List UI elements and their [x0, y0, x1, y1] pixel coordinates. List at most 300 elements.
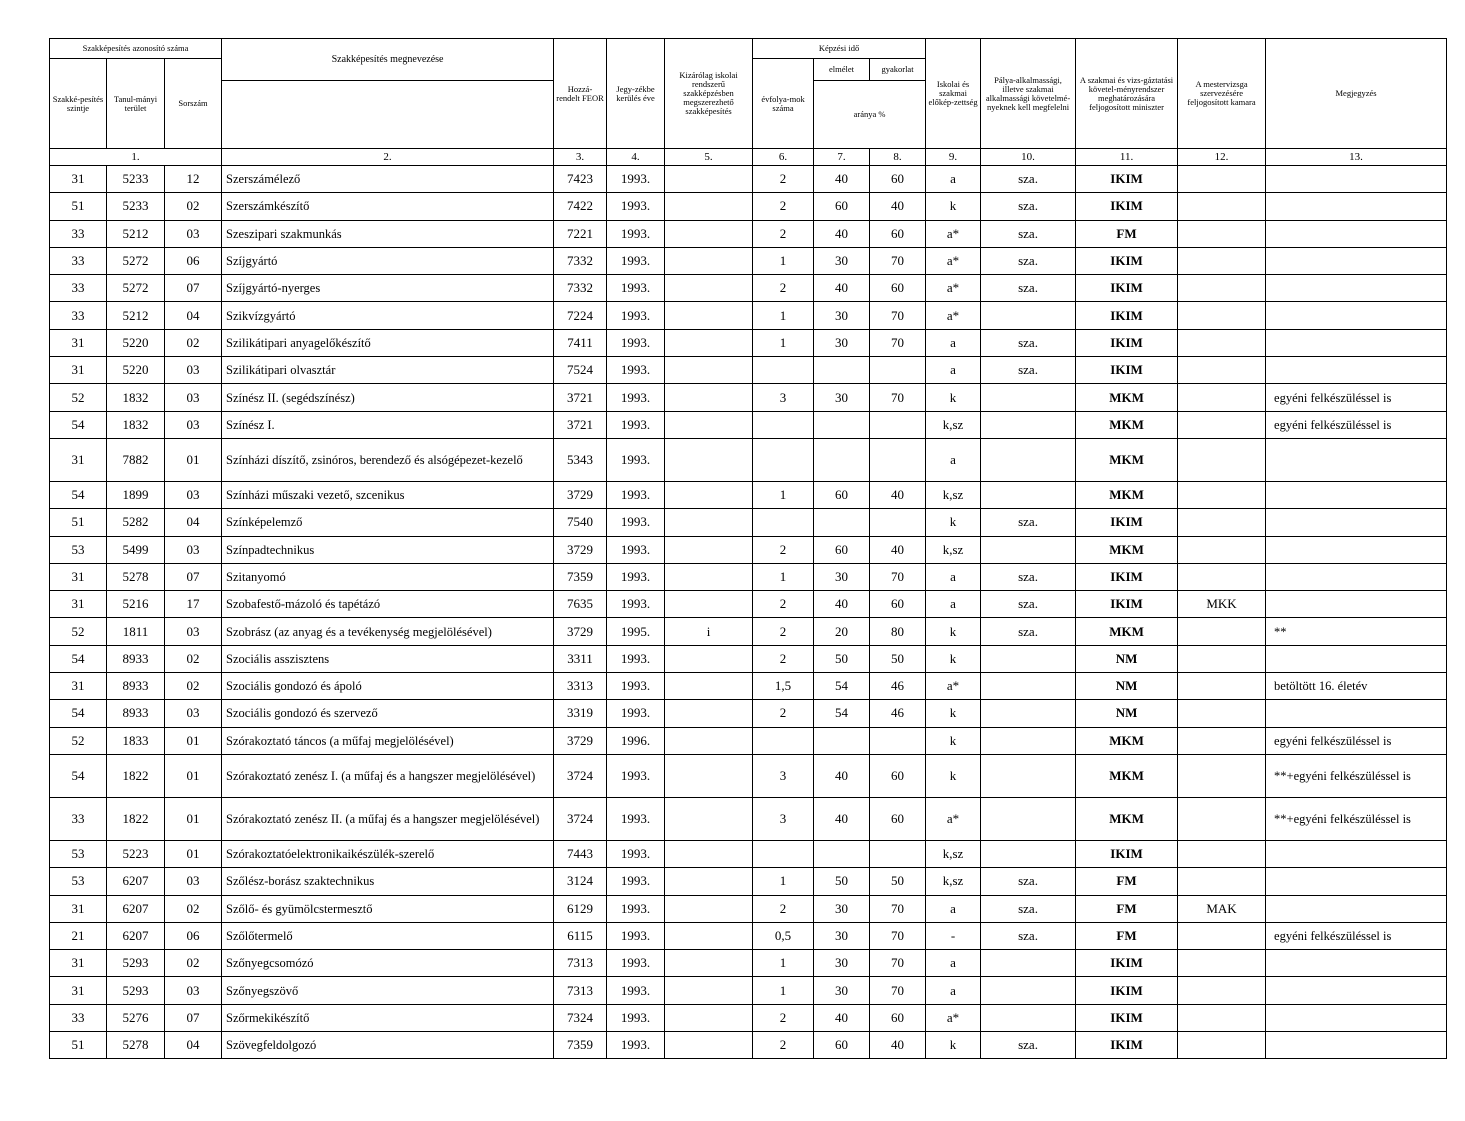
col-number-4: 4.: [607, 149, 665, 166]
cell-megjegyzes: [1266, 438, 1447, 481]
cell-gyakorlat: 70: [870, 950, 926, 977]
cell-elmelet: 40: [814, 1004, 870, 1031]
cell-palya: sza.: [981, 618, 1076, 645]
cell-palya: [981, 384, 1076, 411]
cell-evfolyamok: 1: [753, 868, 814, 895]
cell-palya: [981, 797, 1076, 840]
cell-megnevezes: Szíjgyártó: [222, 247, 554, 274]
cell-palya: sza.: [981, 247, 1076, 274]
cell-megnevezes: Szőlőtermelő: [222, 922, 554, 949]
cell-megnevezes: Szíjgyártó-nyerges: [222, 275, 554, 302]
cell-iskolai: a: [926, 329, 981, 356]
cell-megnevezes: Szőlő- és gyümölcstermesztő: [222, 895, 554, 922]
cell-megnevezes: Szociális gondozó és szervező: [222, 700, 554, 727]
cell-tanulmanyi: 1833: [107, 727, 165, 754]
cell-gyakorlat: 50: [870, 645, 926, 672]
cell-tanulmanyi: 5499: [107, 536, 165, 563]
cell-iskolai: k: [926, 645, 981, 672]
cell-evfolyamok: 2: [753, 220, 814, 247]
cell-elmelet: 40: [814, 166, 870, 193]
cell-feor: 7423: [554, 166, 607, 193]
cell-kizarolag: [665, 357, 753, 384]
cell-elmelet: 40: [814, 275, 870, 302]
cell-feor: 7540: [554, 509, 607, 536]
header-aranya: aránya %: [814, 81, 926, 149]
cell-tanulmanyi: 5216: [107, 591, 165, 618]
cell-megnevezes: Szilikátipari olvasztár: [222, 357, 554, 384]
table-row: [50, 895, 1447, 922]
cell-sorszam: 02: [165, 193, 222, 220]
cell-evfolyamok: [753, 727, 814, 754]
cell-sorszam: 03: [165, 411, 222, 438]
cell-gyakorlat: 46: [870, 700, 926, 727]
cell-jegyzek: 1993.: [607, 922, 665, 949]
cell-sorszam: 03: [165, 357, 222, 384]
cell-kamara: [1178, 840, 1266, 867]
cell-megjegyzes: [1266, 700, 1447, 727]
cell-miniszter: MKM: [1076, 754, 1178, 797]
cell-kamara: [1178, 509, 1266, 536]
cell-feor: 7524: [554, 357, 607, 384]
cell-kamara: [1178, 1004, 1266, 1031]
cell-jegyzek: 1993.: [607, 247, 665, 274]
cell-megnevezes: Szerszámélező: [222, 166, 554, 193]
col-number-6: 6.: [753, 149, 814, 166]
cell-iskolai: a*: [926, 1004, 981, 1031]
cell-kizarolag: [665, 509, 753, 536]
cell-jegyzek: 1993.: [607, 329, 665, 356]
cell-iskolai: k: [926, 193, 981, 220]
cell-kamara: [1178, 193, 1266, 220]
cell-jegyzek: 1993.: [607, 302, 665, 329]
table-row: [50, 481, 1447, 508]
cell-jegyzek: 1993.: [607, 1032, 665, 1059]
cell-evfolyamok: 2: [753, 591, 814, 618]
cell-kizarolag: [665, 329, 753, 356]
header-tanulmanyi: Tanul-mányi terület: [107, 59, 165, 149]
table-row: [50, 591, 1447, 618]
cell-palya: sza.: [981, 329, 1076, 356]
cell-jegyzek: 1993.: [607, 700, 665, 727]
cell-evfolyamok: 1: [753, 329, 814, 356]
cell-iskolai: a*: [926, 247, 981, 274]
cell-iskolai: a: [926, 357, 981, 384]
cell-miniszter: NM: [1076, 645, 1178, 672]
table-row: [50, 797, 1447, 840]
cell-megnevezes: Szórakoztatóelektronikaikészülék-szerelő: [222, 840, 554, 867]
cell-iskolai: a: [926, 563, 981, 590]
cell-elmelet: [814, 357, 870, 384]
cell-feor: 3729: [554, 727, 607, 754]
cell-evfolyamok: 1: [753, 247, 814, 274]
cell-kamara: [1178, 977, 1266, 1004]
cell-miniszter: MKM: [1076, 481, 1178, 508]
cell-kizarolag: [665, 950, 753, 977]
cell-megnevezes: Színpadtechnikus: [222, 536, 554, 563]
cell-szint: 21: [50, 922, 107, 949]
cell-feor: 3724: [554, 754, 607, 797]
cell-megjegyzes: [1266, 536, 1447, 563]
header-kamara: A mestervizsga szervezésére feljogosított kamara: [1178, 39, 1266, 149]
cell-elmelet: 30: [814, 329, 870, 356]
cell-kizarolag: [665, 754, 753, 797]
cell-elmelet: 50: [814, 868, 870, 895]
cell-miniszter: IKIM: [1076, 509, 1178, 536]
cell-miniszter: MKM: [1076, 727, 1178, 754]
cell-kamara: [1178, 166, 1266, 193]
cell-jegyzek: 1993.: [607, 977, 665, 1004]
cell-evfolyamok: 1: [753, 302, 814, 329]
cell-jegyzek: 1993.: [607, 509, 665, 536]
cell-szint: 52: [50, 618, 107, 645]
cell-miniszter: MKM: [1076, 797, 1178, 840]
col-number-2: 2.: [222, 149, 554, 166]
cell-palya: [981, 977, 1076, 1004]
cell-megjegyzes: [1266, 481, 1447, 508]
cell-gyakorlat: 60: [870, 275, 926, 302]
cell-iskolai: k: [926, 700, 981, 727]
cell-szint: 33: [50, 220, 107, 247]
col-number-9: 9.: [926, 149, 981, 166]
cell-feor: 3729: [554, 618, 607, 645]
cell-gyakorlat: 46: [870, 673, 926, 700]
cell-miniszter: FM: [1076, 220, 1178, 247]
cell-feor: 7332: [554, 275, 607, 302]
cell-elmelet: [814, 411, 870, 438]
col-number-7: 7.: [814, 149, 870, 166]
cell-kizarolag: [665, 166, 753, 193]
cell-sorszam: 03: [165, 700, 222, 727]
cell-gyakorlat: 60: [870, 591, 926, 618]
header-elmelet: elmélet: [814, 59, 870, 81]
cell-feor: 6115: [554, 922, 607, 949]
cell-jegyzek: 1993.: [607, 438, 665, 481]
cell-megnevezes: Szitanyomó: [222, 563, 554, 590]
cell-kamara: [1178, 727, 1266, 754]
cell-jegyzek: 1993.: [607, 950, 665, 977]
cell-megjegyzes: [1266, 329, 1447, 356]
cell-iskolai: -: [926, 922, 981, 949]
cell-elmelet: 50: [814, 645, 870, 672]
cell-miniszter: FM: [1076, 868, 1178, 895]
header-gyakorlat: gyakorlat: [870, 59, 926, 81]
cell-feor: 3721: [554, 411, 607, 438]
cell-miniszter: IKIM: [1076, 591, 1178, 618]
cell-gyakorlat: [870, 357, 926, 384]
cell-elmelet: 30: [814, 895, 870, 922]
cell-tanulmanyi: 1832: [107, 411, 165, 438]
cell-miniszter: IKIM: [1076, 247, 1178, 274]
cell-miniszter: IKIM: [1076, 275, 1178, 302]
cell-tanulmanyi: 5276: [107, 1004, 165, 1031]
cell-feor: 3311: [554, 645, 607, 672]
cell-megjegyzes: egyéni felkészüléssel is: [1266, 922, 1447, 949]
cell-feor: 7422: [554, 193, 607, 220]
cell-evfolyamok: 2: [753, 645, 814, 672]
cell-sorszam: 07: [165, 275, 222, 302]
cell-megnevezes: Színházi műszaki vezető, szcenikus: [222, 481, 554, 508]
cell-megjegyzes: [1266, 509, 1447, 536]
cell-feor: 3124: [554, 868, 607, 895]
cell-megjegyzes: **+egyéni felkészüléssel is: [1266, 754, 1447, 797]
cell-megjegyzes: [1266, 977, 1447, 1004]
cell-kizarolag: [665, 645, 753, 672]
cell-tanulmanyi: 5212: [107, 302, 165, 329]
cell-gyakorlat: 40: [870, 1032, 926, 1059]
cell-kamara: [1178, 754, 1266, 797]
cell-miniszter: MKM: [1076, 438, 1178, 481]
cell-evfolyamok: 2: [753, 895, 814, 922]
cell-megjegyzes: [1266, 193, 1447, 220]
cell-feor: 5343: [554, 438, 607, 481]
cell-kizarolag: [665, 193, 753, 220]
cell-elmelet: 20: [814, 618, 870, 645]
cell-evfolyamok: 1: [753, 977, 814, 1004]
cell-kizarolag: [665, 727, 753, 754]
table-row: [50, 922, 1447, 949]
cell-kamara: [1178, 673, 1266, 700]
cell-palya: sza.: [981, 275, 1076, 302]
cell-megnevezes: Szőrmekikészítő: [222, 1004, 554, 1031]
cell-sorszam: 12: [165, 166, 222, 193]
cell-feor: 7324: [554, 1004, 607, 1031]
cell-sorszam: 07: [165, 563, 222, 590]
cell-iskolai: a*: [926, 797, 981, 840]
table-row: [50, 1004, 1447, 1031]
cell-feor: 7221: [554, 220, 607, 247]
cell-tanulmanyi: 5272: [107, 247, 165, 274]
cell-palya: sza.: [981, 357, 1076, 384]
cell-megnevezes: Szeszipari szakmunkás: [222, 220, 554, 247]
cell-szint: 54: [50, 754, 107, 797]
cell-iskolai: a: [926, 166, 981, 193]
cell-jegyzek: 1993.: [607, 220, 665, 247]
cell-palya: sza.: [981, 166, 1076, 193]
cell-miniszter: MKM: [1076, 618, 1178, 645]
table-row: [50, 868, 1447, 895]
cell-tanulmanyi: 5212: [107, 220, 165, 247]
cell-megjegyzes: [1266, 563, 1447, 590]
cell-sorszam: 03: [165, 618, 222, 645]
cell-kamara: [1178, 922, 1266, 949]
cell-palya: sza.: [981, 509, 1076, 536]
cell-miniszter: MKM: [1076, 536, 1178, 563]
cell-sorszam: 03: [165, 868, 222, 895]
cell-jegyzek: 1993.: [607, 481, 665, 508]
cell-szint: 31: [50, 673, 107, 700]
cell-evfolyamok: 2: [753, 1004, 814, 1031]
cell-palya: [981, 700, 1076, 727]
cell-tanulmanyi: 5220: [107, 329, 165, 356]
cell-megnevezes: Színképelemző: [222, 509, 554, 536]
cell-sorszam: 01: [165, 840, 222, 867]
cell-miniszter: FM: [1076, 895, 1178, 922]
cell-megnevezes: Szórakoztató táncos (a műfaj megjelölésével): [222, 727, 554, 754]
cell-tanulmanyi: 6207: [107, 868, 165, 895]
table-row: [50, 840, 1447, 867]
cell-elmelet: 30: [814, 384, 870, 411]
cell-elmelet: 30: [814, 247, 870, 274]
cell-iskolai: k: [926, 1032, 981, 1059]
cell-iskolai: a*: [926, 302, 981, 329]
cell-palya: [981, 645, 1076, 672]
header-sorszam: Sorszám: [165, 59, 222, 149]
cell-feor: 3721: [554, 384, 607, 411]
cell-tanulmanyi: 5282: [107, 509, 165, 536]
cell-palya: [981, 302, 1076, 329]
cell-sorszam: 01: [165, 754, 222, 797]
cell-miniszter: IKIM: [1076, 166, 1178, 193]
col-number-13: 13.: [1266, 149, 1447, 166]
table-row: [50, 950, 1447, 977]
cell-kizarolag: [665, 247, 753, 274]
cell-megjegyzes: [1266, 1032, 1447, 1059]
cell-sorszam: 03: [165, 977, 222, 1004]
cell-feor: 7443: [554, 840, 607, 867]
cell-kizarolag: [665, 384, 753, 411]
cell-tanulmanyi: 8933: [107, 645, 165, 672]
cell-gyakorlat: 50: [870, 868, 926, 895]
cell-gyakorlat: 60: [870, 754, 926, 797]
cell-kamara: [1178, 329, 1266, 356]
cell-feor: 3313: [554, 673, 607, 700]
header-jegyzek: Jegy-zékbe kerülés éve: [607, 39, 665, 149]
cell-megjegyzes: egyéni felkészüléssel is: [1266, 411, 1447, 438]
cell-iskolai: a*: [926, 275, 981, 302]
cell-sorszam: 04: [165, 509, 222, 536]
cell-szint: 33: [50, 247, 107, 274]
cell-sorszam: 02: [165, 950, 222, 977]
cell-megjegyzes: [1266, 950, 1447, 977]
cell-sorszam: 04: [165, 302, 222, 329]
cell-megjegyzes: [1266, 591, 1447, 618]
cell-evfolyamok: [753, 840, 814, 867]
cell-szint: 54: [50, 411, 107, 438]
cell-jegyzek: 1993.: [607, 673, 665, 700]
cell-tanulmanyi: 1899: [107, 481, 165, 508]
cell-gyakorlat: 70: [870, 922, 926, 949]
cell-evfolyamok: [753, 411, 814, 438]
cell-gyakorlat: [870, 509, 926, 536]
table-row: [50, 438, 1447, 481]
cell-sorszam: 17: [165, 591, 222, 618]
cell-feor: 7313: [554, 950, 607, 977]
cell-feor: 7313: [554, 977, 607, 1004]
cell-megnevezes: Szőnyegcsomózó: [222, 950, 554, 977]
cell-szint: 33: [50, 275, 107, 302]
cell-kamara: [1178, 950, 1266, 977]
cell-szint: 31: [50, 591, 107, 618]
cell-tanulmanyi: 5278: [107, 1032, 165, 1059]
cell-iskolai: a*: [926, 220, 981, 247]
cell-szint: 33: [50, 1004, 107, 1031]
cell-tanulmanyi: 1822: [107, 754, 165, 797]
cell-megjegyzes: [1266, 1004, 1447, 1031]
cell-megnevezes: Szilikátipari anyagelőkészítő: [222, 329, 554, 356]
cell-iskolai: a: [926, 950, 981, 977]
cell-elmelet: 30: [814, 950, 870, 977]
cell-evfolyamok: 2: [753, 700, 814, 727]
cell-kamara: [1178, 1032, 1266, 1059]
cell-gyakorlat: 70: [870, 247, 926, 274]
cell-kamara: [1178, 797, 1266, 840]
column-number-row: [50, 149, 1447, 166]
cell-gyakorlat: [870, 411, 926, 438]
cell-elmelet: 40: [814, 754, 870, 797]
col-number-10: 10.: [981, 149, 1076, 166]
cell-megnevezes: Szórakoztató zenész II. (a műfaj és a hangszer megjelölésével): [222, 797, 554, 840]
cell-kamara: [1178, 411, 1266, 438]
cell-sorszam: 01: [165, 797, 222, 840]
cell-jegyzek: 1993.: [607, 411, 665, 438]
cell-megnevezes: Színházi díszítő, zsinóros, berendező és alsógépezet-kezelő: [222, 438, 554, 481]
cell-elmelet: 30: [814, 977, 870, 1004]
cell-feor: 7224: [554, 302, 607, 329]
cell-kizarolag: [665, 302, 753, 329]
table-row: [50, 329, 1447, 356]
cell-kamara: [1178, 275, 1266, 302]
table-row: [50, 563, 1447, 590]
cell-palya: sza.: [981, 220, 1076, 247]
cell-miniszter: IKIM: [1076, 1032, 1178, 1059]
cell-miniszter: MKM: [1076, 384, 1178, 411]
cell-megnevezes: Színész II. (segédszínész): [222, 384, 554, 411]
header-kepzesi-ido: Képzési idő: [753, 39, 926, 59]
cell-gyakorlat: 40: [870, 481, 926, 508]
cell-gyakorlat: 70: [870, 563, 926, 590]
cell-szint: 31: [50, 977, 107, 1004]
cell-evfolyamok: [753, 509, 814, 536]
cell-szint: 33: [50, 797, 107, 840]
cell-megjegyzes: betöltött 16. életév: [1266, 673, 1447, 700]
cell-elmelet: 30: [814, 563, 870, 590]
cell-iskolai: k: [926, 618, 981, 645]
header-megjegyzes: Megjegyzés: [1266, 39, 1447, 149]
col-number-11: 11.: [1076, 149, 1178, 166]
cell-elmelet: 40: [814, 591, 870, 618]
cell-gyakorlat: 60: [870, 220, 926, 247]
cell-gyakorlat: 60: [870, 1004, 926, 1031]
cell-gyakorlat: 60: [870, 166, 926, 193]
cell-gyakorlat: 40: [870, 536, 926, 563]
table-row: [50, 700, 1447, 727]
cell-jegyzek: 1993.: [607, 868, 665, 895]
cell-gyakorlat: [870, 438, 926, 481]
cell-tanulmanyi: 5220: [107, 357, 165, 384]
table-row: [50, 275, 1447, 302]
cell-feor: 3729: [554, 536, 607, 563]
table-row: [50, 1032, 1447, 1059]
cell-miniszter: IKIM: [1076, 193, 1178, 220]
cell-evfolyamok: 3: [753, 384, 814, 411]
cell-megjegyzes: [1266, 220, 1447, 247]
cell-sorszam: 07: [165, 1004, 222, 1031]
cell-kizarolag: [665, 922, 753, 949]
table-row: [50, 645, 1447, 672]
header-group-id: Szakképesítés azonosító száma: [50, 39, 222, 59]
cell-sorszam: 02: [165, 895, 222, 922]
cell-szint: 31: [50, 329, 107, 356]
cell-kizarolag: [665, 438, 753, 481]
cell-szint: 51: [50, 509, 107, 536]
cell-elmelet: [814, 840, 870, 867]
table-row: [50, 357, 1447, 384]
cell-tanulmanyi: 1811: [107, 618, 165, 645]
cell-megnevezes: Szociális asszisztens: [222, 645, 554, 672]
cell-megnevezes: Szőlész-borász szaktechnikus: [222, 868, 554, 895]
cell-kizarolag: [665, 700, 753, 727]
cell-miniszter: IKIM: [1076, 1004, 1178, 1031]
